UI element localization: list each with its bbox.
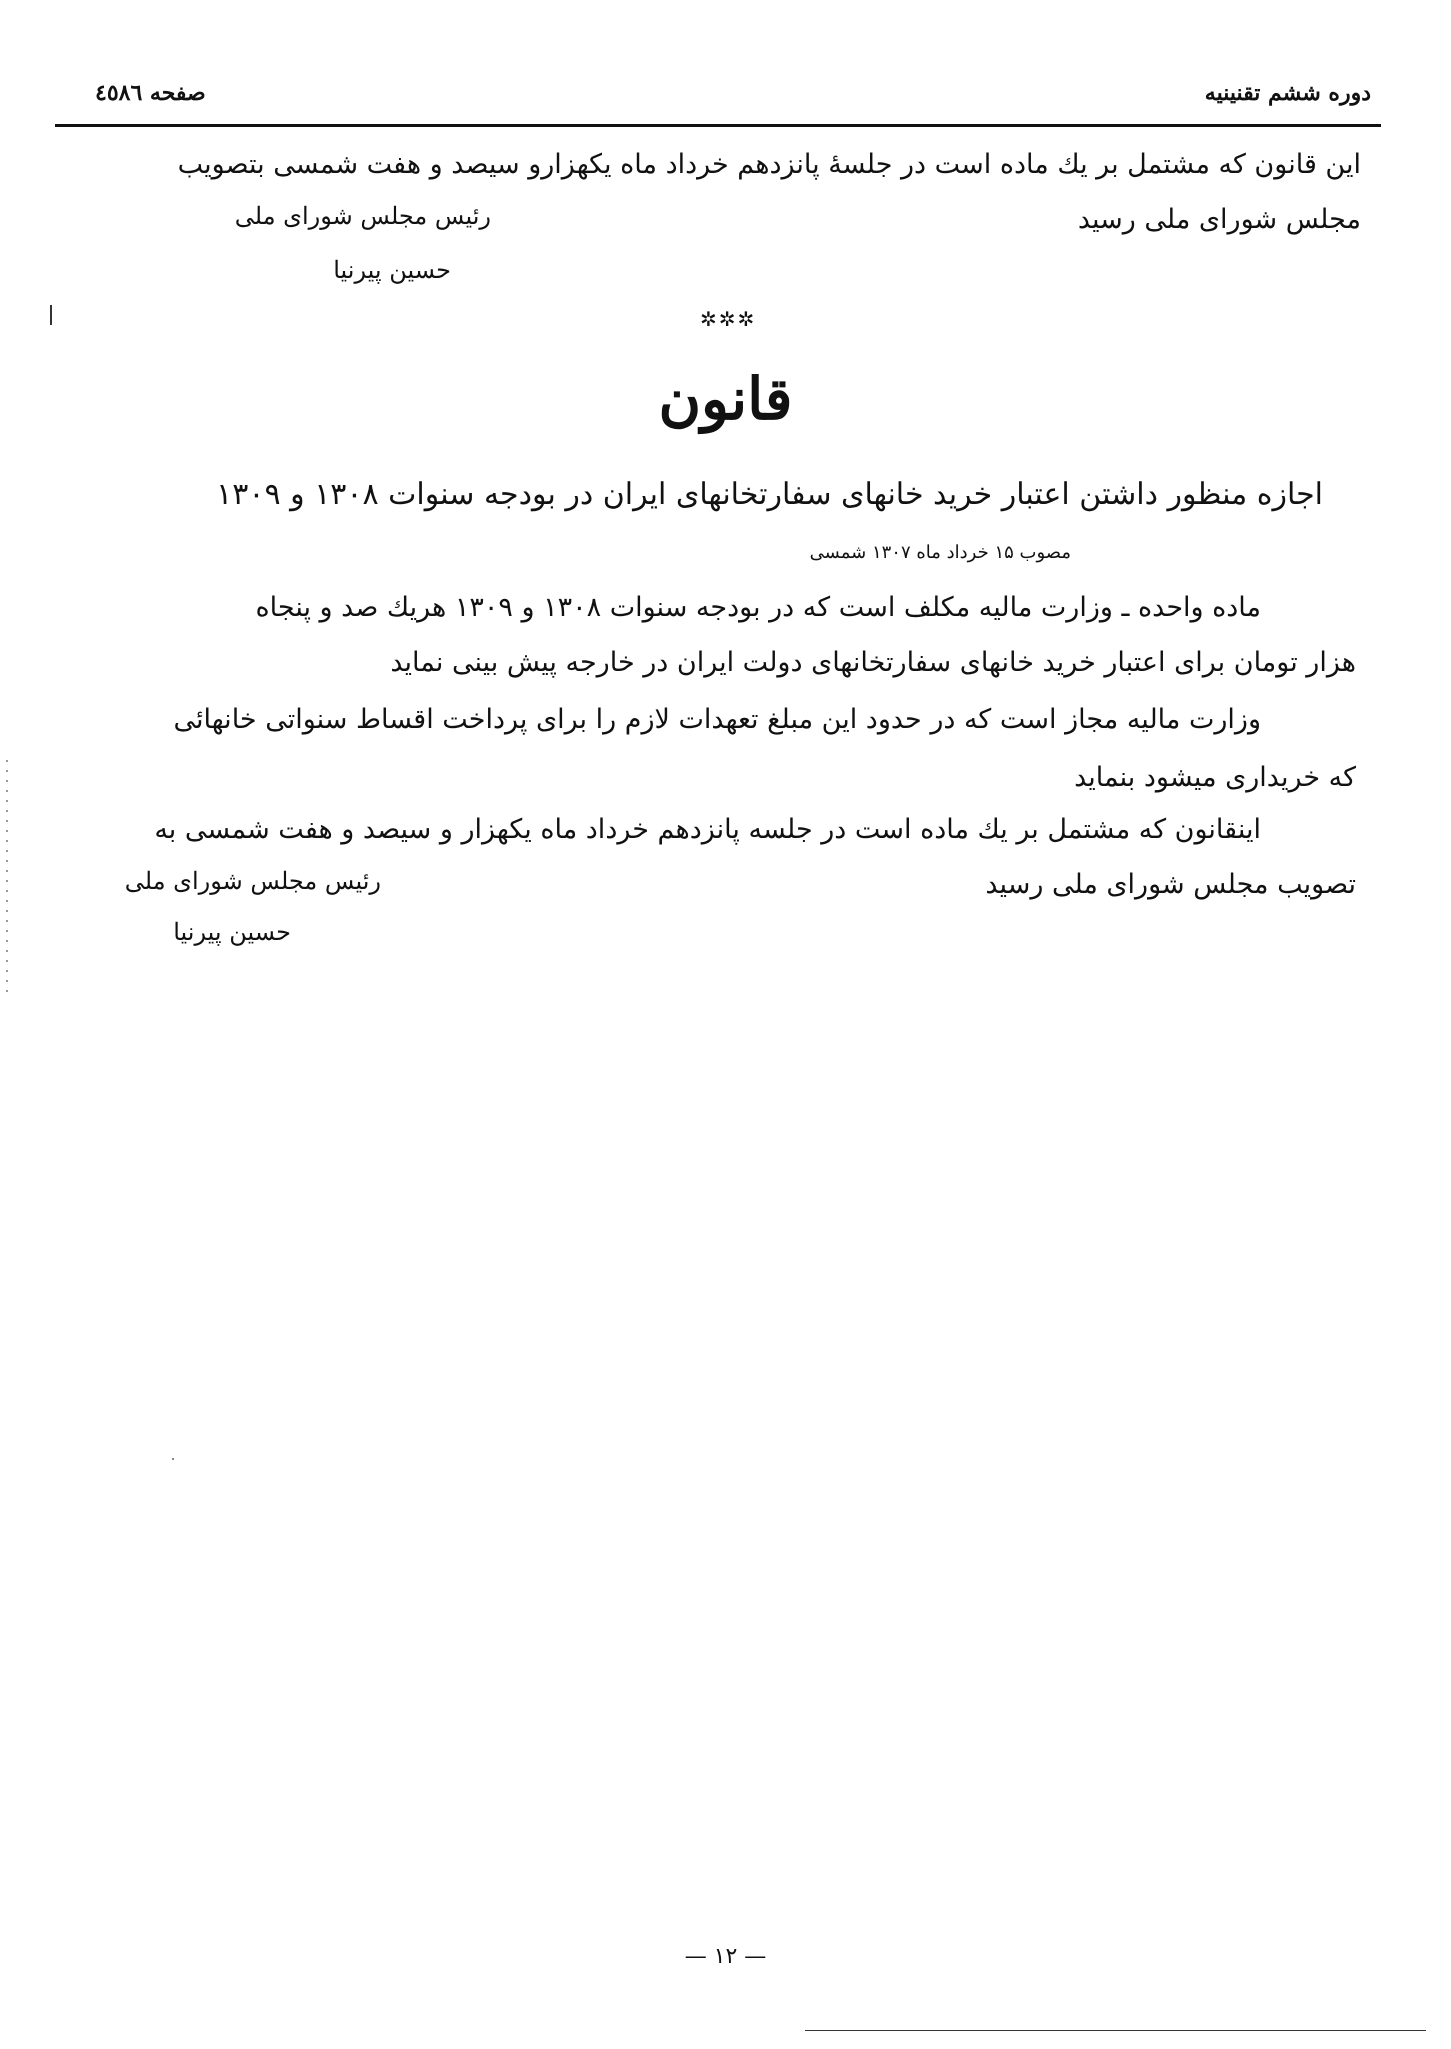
section-separator: ✲✲✲ [700,307,757,331]
prev-law-signature-name: حسین پیرنیا [333,256,451,284]
closing-line-1: اینقانون که مشتمل بر یك ماده است در جلسه پانزدهم خرداد ماه یکهزار و سیصد و هفت شمسی به [154,814,1261,845]
header-rule [55,124,1381,127]
prev-law-line-2: مجلس شورای ملی رسید [1077,204,1361,235]
margin-mark [50,305,52,325]
law-title: قانون [658,365,793,433]
prev-law-line-1: این قانون که مشتمل بر یك ماده است در جلسهٔ پانزدهم خرداد ماه یکهزارو سیصد و هفت شمسی بتصویب [177,149,1361,180]
scan-speck [172,1458,174,1460]
article-line-4: که خریداری میشود بنماید [1074,762,1356,793]
scan-edge-dots [6,760,8,1000]
article-line-3: وزارت مالیه مجاز است که در حدود این مبلغ تعهدات لازم را برای پرداخت اقساط سنواتی خانهائی [173,704,1261,735]
footer-rule [805,2030,1426,2031]
law-approval-date: مصوب ۱۵ خرداد ماه ۱۳۰۷ شمسی [809,542,1071,563]
law-signature-name: حسین پیرنیا [173,918,291,946]
article-line-1: ماده واحده ـ وزارت مالیه مکلف است که در بودجه سنوات ۱۳۰۸ و ۱۳۰۹ هریك صد و پنجاه [255,592,1261,623]
prev-law-signature-title: رئیس مجلس شورای ملی [234,202,491,230]
law-subtitle: اجازه منظور داشتن اعتبار خرید خانهای سفارتخانهای ایران در بودجه سنوات ۱۳۰۸ و ۱۳۰۹ [216,477,1323,512]
closing-line-2: تصویب مجلس شورای ملی رسید [985,869,1356,900]
header-page-number: صفحه ٤٥٨٦ [95,80,206,106]
article-line-2: هزار تومان برای اعتبار خرید خانهای سفارتخانهای دولت ایران در خارجه پیش بینی نماید [390,647,1356,678]
law-signature-title: رئیس مجلس شورای ملی [124,867,381,895]
footer-page-number: — ۱۲ — [684,1944,767,1969]
header-session: دوره ششم تقنینیه [1204,80,1371,106]
